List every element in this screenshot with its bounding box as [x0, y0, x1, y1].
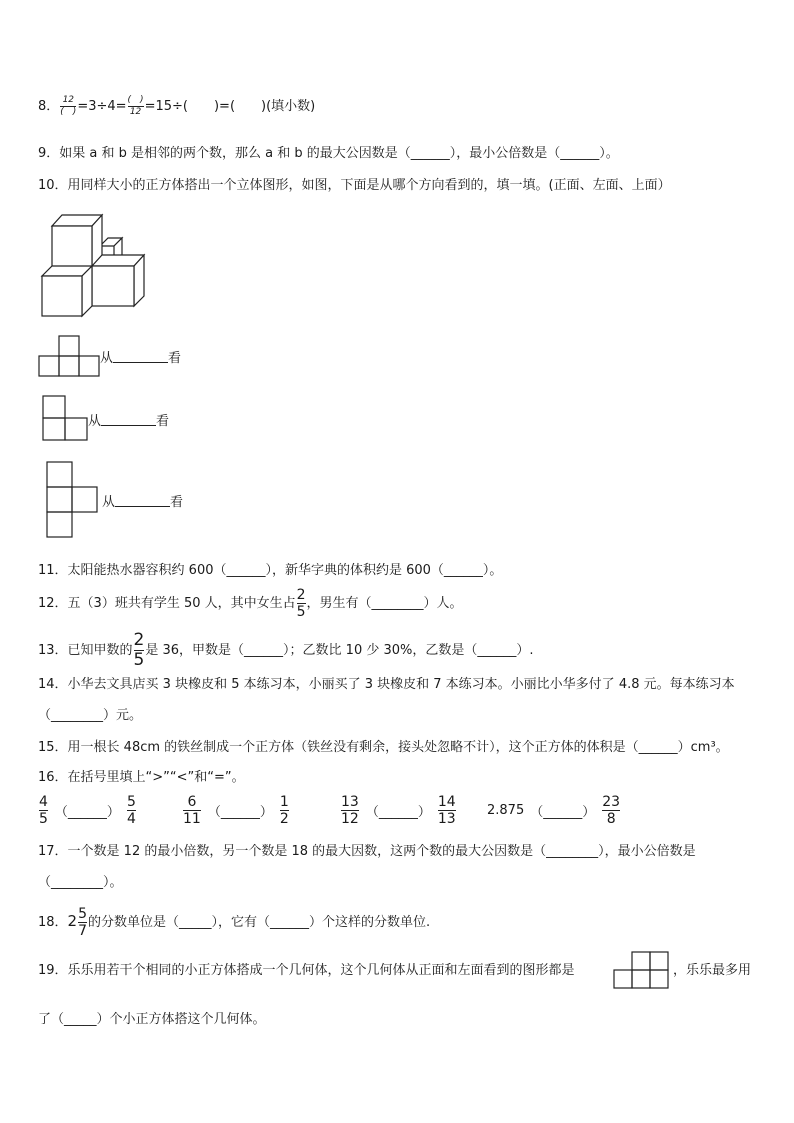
q18-post: 的分数单位是（_____），它有（______）个这样的分数单位. — [88, 915, 431, 930]
fraction-5-4: $\frac{5}{4}$ — [126, 794, 136, 827]
question-9: 9．如果 a 和 b 是相邻的两个数，那么 a 和 b 的最大公因数是（______），最小公倍数是（______）。 — [38, 146, 619, 161]
q8-rest: =15÷( )=( )(填小数) — [144, 99, 316, 114]
question-15: 15．用一根长 48cm 的铁丝制成一个正方体（铁丝没有剩余，接头处忽略不计），这个正方体的体积是（______）cm³。 — [38, 740, 729, 755]
q12-pre: 12．五（3）班共有学生 50 人，其中女生占 — [38, 596, 296, 611]
view-from-label: 从 — [88, 413, 102, 429]
cube-stack-figure — [38, 210, 150, 318]
answer-blank[interactable] — [115, 494, 170, 507]
question-8 — [38, 96, 315, 117]
view-row-3 — [38, 460, 183, 540]
view-look-label: 看 — [170, 494, 184, 510]
fraction-13-12: $\frac{13}{12}$ — [341, 794, 359, 827]
view-look-label: 看 — [156, 413, 170, 429]
question-12 — [38, 588, 463, 619]
question-16: 16．在括号里填上“>”“<”和“=”。 — [38, 770, 245, 785]
fraction-23-8: $\frac{23}{8}$ — [602, 794, 621, 827]
view-shape-1 — [38, 335, 100, 378]
view-from-label: 从 — [102, 494, 116, 510]
question-14-line-2: （________）元。 — [38, 708, 143, 723]
question-10: 10．用同样大小的正方体搭出一个立体图形，如图，下面是从哪个方向看到的，填一填。(正面、左面、上面） — [38, 178, 671, 193]
question-17-line-2: （________）。 — [38, 875, 123, 890]
answer-slot[interactable]: （______） — [207, 805, 273, 820]
mixed-whole: 2 — [67, 912, 78, 930]
answer-slot[interactable]: （______） — [365, 805, 431, 820]
decimal-2-875: 2.875 — [487, 803, 525, 818]
q13-pre: 13．已知甲数的 — [38, 643, 133, 658]
question-13 — [38, 632, 534, 669]
fraction-blank-over-12: $\frac{( )}{12}$ — [127, 95, 144, 117]
question-11: 11．太阳能热水器容积约 600（______），新华字典的体积约是 600（______）。 — [38, 563, 503, 578]
question-19-line-2: 了（_____）个小正方体搭这个几何体。 — [38, 1012, 266, 1027]
question-19-line-1 — [38, 962, 575, 980]
answer-blank[interactable] — [101, 413, 156, 426]
compare-item-3 — [340, 795, 457, 826]
q8-mid1: =3÷4= — [77, 99, 127, 114]
question-number: 8． — [38, 99, 60, 114]
question-18 — [38, 907, 430, 938]
view-from-label: 从 — [100, 351, 114, 366]
compare-item-4 — [487, 795, 621, 826]
view-shape-3 — [38, 460, 102, 540]
question-number: 18． — [38, 915, 68, 930]
fraction-5-7: $\frac{5}{7}$ — [78, 906, 88, 939]
fraction-2-5: $\frac{2}{5}$ — [296, 587, 306, 620]
view-look-label: 看 — [168, 351, 182, 366]
fraction-6-11: $\frac{6}{11}$ — [183, 794, 201, 827]
question-14-line-1: 14．小华去文具店买 3 块橡皮和 5 本练习本，小丽买了 3 块橡皮和 7 本练习本。小丽比小华多付了 4.8 元。每本练习本 — [38, 677, 735, 692]
question-19-line-1-end: ，乐乐最多用 — [673, 963, 752, 978]
q13-post: 是 36，甲数是（______）；乙数比 10 少 30%，乙数是（______）. — [145, 643, 534, 658]
view-shape-2 — [38, 395, 88, 443]
fraction-2-5: $\frac{2}{5}$ — [133, 630, 145, 670]
fraction-12-over-blank: $\frac{12}{( )}$ — [60, 95, 77, 117]
compare-item-1 — [38, 795, 137, 826]
view-row-2 — [38, 395, 169, 443]
answer-blank[interactable] — [113, 350, 168, 363]
question-17-line-1: 17．一个数是 12 的最小倍数，另一个数是 18 的最大因数，这两个数的最大公因数是（________），最小公倍数是 — [38, 844, 696, 859]
answer-slot[interactable]: （______） — [530, 805, 596, 820]
q12-post: ，男生有（________）人。 — [306, 596, 463, 611]
fraction-4-5: $\frac{4}{5}$ — [39, 794, 48, 827]
q19-pre: 19．乐乐用若干个相同的小正方体搭成一个几何体，这个几何体从正面和左面看到的图形都是 — [38, 963, 575, 978]
q19-view-shape — [612, 951, 670, 991]
compare-item-2 — [182, 795, 290, 826]
view-row-1 — [38, 335, 181, 378]
fraction-1-2: $\frac{1}{2}$ — [279, 794, 289, 827]
fraction-14-13: $\frac{14}{13}$ — [437, 794, 456, 827]
answer-slot[interactable]: （______） — [54, 805, 120, 820]
